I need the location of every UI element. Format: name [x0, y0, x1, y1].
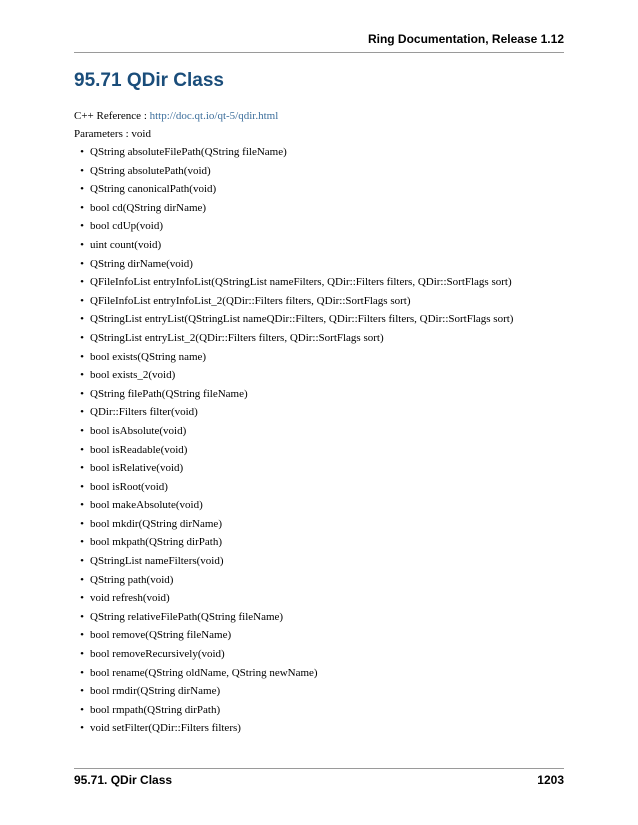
- method-list-item: [74, 310, 513, 329]
- method-signature: QString path(void): [90, 573, 174, 586]
- bullet-icon: •: [80, 220, 84, 233]
- bullet-icon: •: [80, 350, 84, 363]
- cpp-reference-label: C++ Reference :: [74, 110, 150, 122]
- bullet-icon: •: [80, 424, 84, 437]
- method-list-item: [74, 664, 513, 683]
- method-signature: uint count(void): [90, 238, 162, 251]
- method-list-item: [74, 533, 513, 552]
- method-signature: QFileInfoList entryInfoList_2(QDir::Filters filters, QDir::SortFlags sort): [90, 294, 411, 307]
- method-signature: bool isAbsolute(void): [90, 424, 187, 437]
- bullet-icon: •: [80, 183, 84, 196]
- footer-section-label: 95.71. QDir Class: [74, 773, 173, 787]
- bullet-icon: •: [80, 313, 84, 326]
- method-signature: bool rmpath(QString dirPath): [90, 703, 221, 716]
- footer-page-number: 1203: [537, 773, 564, 787]
- bullet-icon: •: [80, 573, 84, 586]
- method-signature: QString dirName(void): [90, 257, 193, 270]
- bullet-icon: •: [80, 294, 84, 307]
- method-signature: bool rename(QString oldName, QString newName): [90, 666, 318, 679]
- method-signature: bool cdUp(void): [90, 220, 164, 233]
- method-list-item: [74, 589, 513, 608]
- bullet-icon: •: [80, 462, 84, 475]
- method-signature: bool exists(QString name): [90, 350, 207, 363]
- method-list-item: [74, 292, 513, 311]
- bullet-icon: •: [80, 238, 84, 251]
- method-list-item: [74, 236, 513, 255]
- method-list-item: [74, 571, 513, 590]
- bullet-icon: •: [80, 164, 84, 177]
- bullet-icon: •: [80, 555, 84, 568]
- bullet-icon: •: [80, 648, 84, 661]
- method-signature: QString filePath(QString fileName): [90, 387, 248, 400]
- method-list-item: [74, 478, 513, 497]
- bullet-icon: •: [80, 480, 84, 493]
- method-list-item: [74, 180, 513, 199]
- method-signature: bool mkpath(QString dirPath): [90, 536, 222, 549]
- bullet-icon: •: [80, 703, 84, 716]
- method-signature: bool rmdir(QString dirName): [90, 685, 221, 698]
- method-list-item: [74, 422, 513, 441]
- method-list-item: [74, 385, 513, 404]
- method-list-item: [74, 217, 513, 236]
- bullet-icon: •: [80, 331, 84, 344]
- method-signature: void refresh(void): [90, 592, 170, 605]
- bullet-icon: •: [80, 499, 84, 512]
- method-list-item: [74, 199, 513, 218]
- bullet-icon: •: [80, 666, 84, 679]
- method-list-item: [74, 626, 513, 645]
- method-signature: QString absolutePath(void): [90, 164, 211, 177]
- running-title: Ring Documentation, Release 1.12: [367, 32, 564, 46]
- method-list-item: [74, 348, 513, 367]
- method-signature: QString absoluteFilePath(QString fileName): [90, 146, 287, 158]
- method-signature: bool isRelative(void): [90, 462, 184, 475]
- method-signature: void setFilter(QDir::Filters filters): [90, 722, 241, 735]
- page-footer: [74, 768, 564, 789]
- method-list-item: [74, 552, 513, 571]
- method-list-item: [74, 496, 513, 515]
- method-signature: bool isRoot(void): [90, 480, 168, 493]
- method-list-item: [74, 459, 513, 478]
- cpp-reference-link[interactable]: http://doc.qt.io/qt-5/qdir.html: [149, 110, 279, 122]
- method-list-item: [74, 719, 513, 738]
- bullet-icon: •: [80, 685, 84, 698]
- method-signature: QStringList nameFilters(void): [90, 555, 224, 568]
- bullet-icon: •: [80, 146, 84, 158]
- bullet-icon: •: [80, 722, 84, 735]
- method-signature: bool mkdir(QString dirName): [90, 517, 222, 530]
- method-signature: QString relativeFilePath(QString fileName): [90, 610, 284, 623]
- bullet-icon: •: [80, 517, 84, 530]
- method-list-item: [74, 366, 513, 385]
- method-list-item: [74, 515, 513, 534]
- bullet-icon: •: [80, 536, 84, 549]
- method-signature: QString canonicalPath(void): [90, 183, 217, 196]
- page-header: [74, 30, 564, 53]
- method-list-item: [74, 255, 513, 274]
- section-title: 95.71 QDir Class: [74, 70, 224, 91]
- bullet-icon: •: [80, 257, 84, 270]
- method-list-item: [74, 273, 513, 292]
- method-signature: QStringList entryList_2(QDir::Filters filters, QDir::SortFlags sort): [90, 331, 384, 344]
- method-signature: QDir::Filters filter(void): [90, 406, 198, 419]
- method-signature: QStringList entryList(QStringList nameQDir::Filters, QDir::Filters filters, QDir::SortFlags sort): [90, 313, 514, 326]
- bullet-icon: •: [80, 629, 84, 642]
- bullet-icon: •: [80, 443, 84, 456]
- bullet-icon: •: [80, 201, 84, 214]
- method-signature: bool exists_2(void): [90, 369, 176, 382]
- method-list-item: [74, 701, 513, 720]
- bullet-icon: •: [80, 369, 84, 382]
- method-signature: bool makeAbsolute(void): [90, 499, 203, 512]
- method-list-item: [74, 645, 513, 664]
- method-list-item: [74, 162, 513, 181]
- method-list: [74, 143, 513, 738]
- bullet-icon: •: [80, 276, 84, 289]
- method-signature: bool remove(QString fileName): [90, 629, 232, 642]
- bullet-icon: •: [80, 592, 84, 605]
- method-signature: QFileInfoList entryInfoList(QStringList nameFilters, QDir::Filters filters, QDir::SortFlags sort): [90, 276, 512, 289]
- bullet-icon: •: [80, 387, 84, 400]
- method-signature: bool isReadable(void): [90, 443, 188, 456]
- method-list-item: [74, 143, 513, 162]
- method-list-item: [74, 608, 513, 627]
- cpp-reference-line: [74, 110, 278, 122]
- method-list-item: [74, 682, 513, 701]
- method-list-item: [74, 403, 513, 422]
- bullet-icon: •: [80, 406, 84, 419]
- bullet-icon: •: [80, 610, 84, 623]
- method-signature: bool removeRecursively(void): [90, 648, 225, 661]
- method-list-item: [74, 441, 513, 460]
- method-signature: bool cd(QString dirName): [90, 201, 207, 214]
- parameters-line: Parameters : void: [74, 128, 151, 140]
- method-list-item: [74, 329, 513, 348]
